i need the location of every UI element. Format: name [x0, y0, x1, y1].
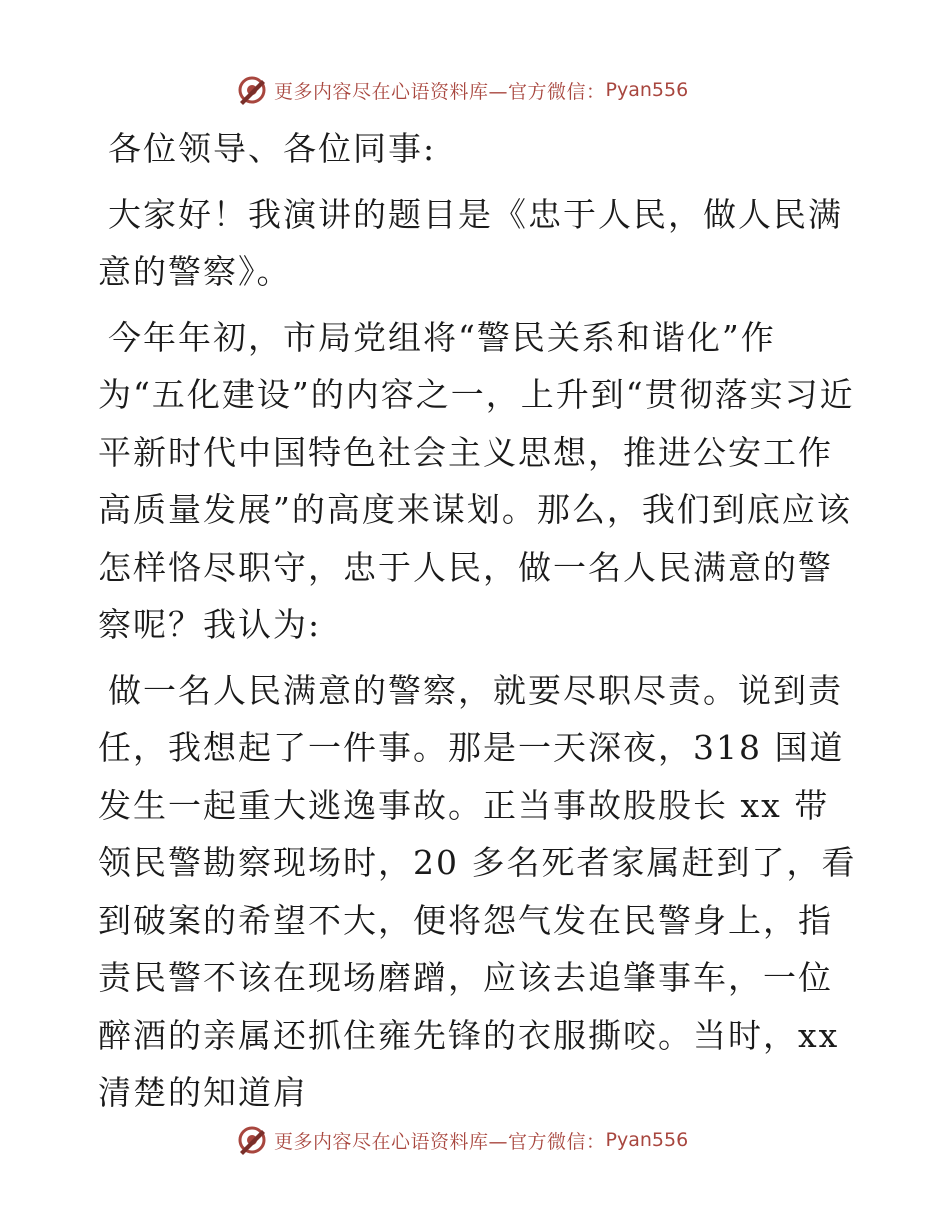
footer-watermark — [236, 1122, 688, 1158]
paragraph-3: 做一名人民满意的警察，就要尽职尽责。说到责任，我想起了一件事。那是一天深夜，318 国道发生一起重大逃逸事故。正当事故股股长 xx 带领民警勘察现场时，20 多名死者家属赶到了，看到破案的希望不大，便将怨气发在民警身上，指责民警不该在现场磨蹭，应该去追肇事车，一位醉酒的亲属还抓住雍先锋的衣服撕咬。当时，xx 清楚的知道肩 — [98, 670, 857, 1112]
pen-logo-icon — [236, 74, 268, 106]
document-body — [98, 120, 858, 1130]
pen-logo-icon — [236, 1124, 268, 1156]
paragraph-1: 大家好！我演讲的题目是《忠于人民，做人民满意的警察》。 — [98, 194, 843, 291]
header-watermark — [236, 72, 688, 108]
watermark-id: Pyan556 — [605, 79, 689, 101]
salutation: 各位领导、各位同事: — [108, 129, 437, 168]
watermark-text: 更多内容尽在心语资料库—官方微信： — [274, 1130, 606, 1153]
watermark-id: Pyan556 — [605, 1129, 689, 1151]
paragraph-2: 今年年初，市局党组将“警民关系和谐化”作为“五化建设”的内容之一，上升到“贯彻落实习近平新时代中国特色社会主义思想，推进公安工作高质量发展”的高度来谋划。那么，我们到底应该怎样恪尽职守，忠于人民，做一名人民满意的警察呢？我认为: — [98, 317, 855, 644]
watermark-text: 更多内容尽在心语资料库—官方微信： — [274, 80, 606, 103]
